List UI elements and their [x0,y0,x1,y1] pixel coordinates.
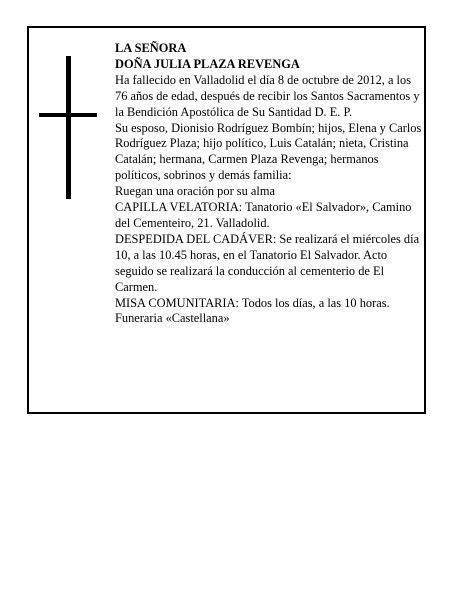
notice-text [115,41,425,327]
notice-paragraph-farewell: DESPEDIDA DEL CADÁVER: Se realizará el miércoles día 10, a las 10.45 horas, en el Tanatorio El Salvador. Acto seguido se realizará la conducción al cementerio de El Carmen. [115,231,420,294]
notice-title-line1: LA SEÑORA [115,41,187,55]
notice-paragraph-funeral-home: Funeraria «Castellana» [115,311,230,326]
obituary-notice [27,26,426,414]
notice-paragraph-family: Su esposo, Dionisio Rodríguez Bombín; hijos, Elena y Carlos Rodríguez Plaza; hijo político, Luis Catalán; nieta, Cristina Catalán; hermana, Carmen Plaza Revenga; hermanos políticos, sobrinos y demás familia: [115,120,422,183]
cross-icon [39,56,97,199]
notice-paragraph-prayer: Ruegan una oración por su alma [115,184,275,199]
notice-paragraph-mass: MISA COMUNITARIA: Todos los días, a las 10 horas. [115,295,390,310]
cross-vertical-bar [66,56,71,199]
cross-horizontal-bar [39,113,97,117]
notice-title-line2: DOÑA JULIA PLAZA REVENGA [115,56,300,71]
notice-paragraph-death: Ha fallecido en Valladolid el día 8 de octubre de 2012, a los 76 años de edad, después de recibir los Santos Sacramentos y la Bendición Apostólica de Su Santidad D. E. P. [115,72,420,119]
notice-paragraph-chapel: CAPILLA VELATORIA: Tanatorio «El Salvador», Camino del Cementeiro, 21. Valladolid. [115,200,412,230]
